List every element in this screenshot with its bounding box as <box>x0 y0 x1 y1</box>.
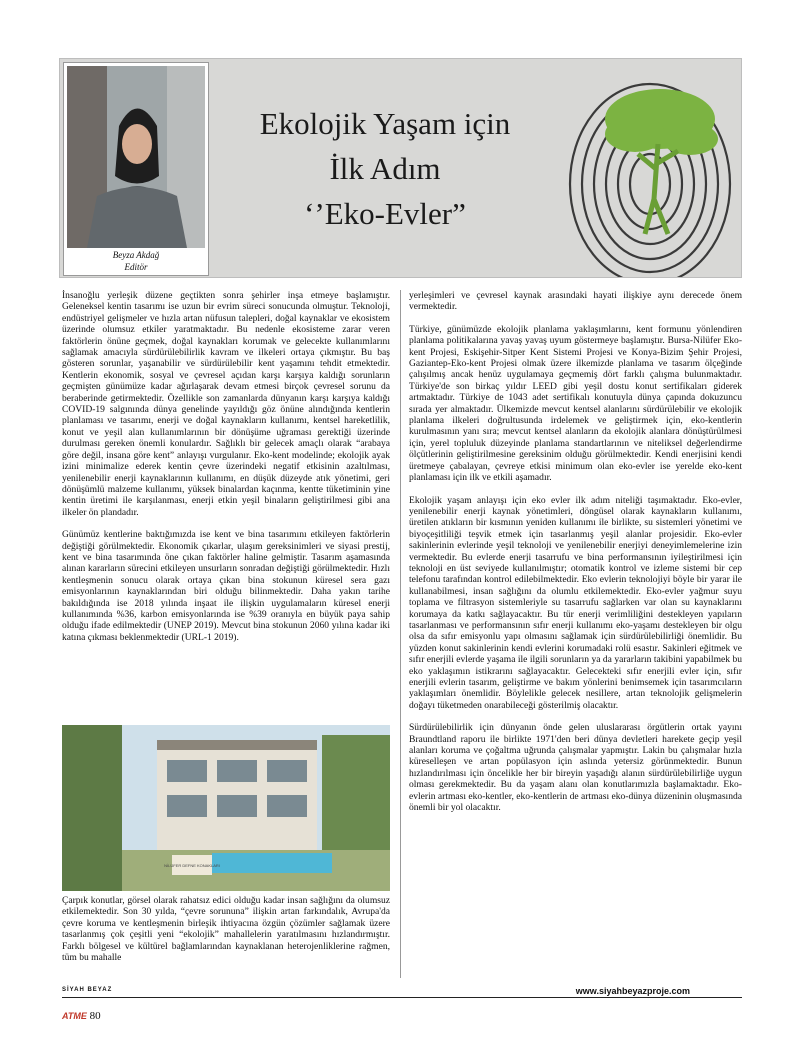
article-left-column <box>62 290 390 643</box>
fingerprint-tree-illustration <box>550 59 740 277</box>
article-right-column <box>409 290 742 813</box>
page-number-block <box>62 1010 101 1022</box>
author-photo-frame <box>63 62 209 276</box>
title-line-2: İlk Adım <box>329 151 441 186</box>
author-role: Editör <box>124 262 148 272</box>
eco-house-photo <box>62 725 390 891</box>
article-title <box>215 101 555 236</box>
author-photo <box>67 66 205 248</box>
paragraph: Sürdürülebilirlik için dünyanın önde gelen uluslararası örgütlerin ortak yayını Braundtland raporu ile birlikte 1971'den beri dünya devletleri harekete geçip yeşil alanları koruma ve çoğaltma uğrunda çalışmalar yapmıştır. Lakin bu çalışmalar hızla küreselleşen ve artan popülasyon için aslında yetersiz görünmektedir. Bunun hızlandırılması için öncelikle her bir bireyin yaşadığı alanın sürdürülebilirliğe uygun olması gerekmektedir. Bu da yaşam alanı olan konutlarımızla başlamaktadır. Eko-evlerin artması eko-kentler, eko-kentlerin de artması eko-dünya düzeninin oluşmasında önemli bir yol olacaktır. <box>409 722 742 814</box>
article-left-bottom-column <box>62 895 390 963</box>
magazine-logo: ATME <box>62 1011 87 1021</box>
title-line-1: Ekolojik Yaşam için <box>259 106 511 141</box>
footer-url[interactable]: www.siyahbeyazproje.com <box>575 986 690 996</box>
title-line-3: ‘’Eko-Evler” <box>304 196 466 231</box>
logo-text: SİYAH BEYAZ <box>62 987 113 993</box>
siyah-beyaz-logo <box>62 987 112 993</box>
paragraph: Günümüz kentlerine baktığımızda ise kent ve bina tasarımını etkileyen faktörlerin değiştiği görülmektedir. Ekonomik çıkarlar, ulaşım gereksinimleri ve siyasi prestij, kent ve bina tasarımında öne çıkan faktörler haline gelmiştir. Tasarım aşamasında alınan kararların sürecini etkileyen unsurların sonradan değiştiği görülmektedir. Hızlı kentleşmenin sonucu olarak ortaya çıkan bina stokunun küresel sera gazı emisyonlarının kaynaklarından biri olduğu bilinmektedir. Daha yakın tarihe bakıldığında ise 2018 yılında inşaat ile ilişkin uygulamaların küresel enerji kullanımında %36, karbon emisyonlarında ise %39 oranıyla en büyük paya sahip olduğu ifade edilmektedir (UNEP 2019). Mevcut bina stokunun 2060 yılına kadar iki katına çıkması beklenmektedir (URL-1 2019). <box>62 529 390 643</box>
author-name: Beyza Akdağ <box>112 250 160 260</box>
footer-divider <box>62 997 742 998</box>
paragraph: İnsanoğlu yerleşik düzene geçtikten sonra şehirler inşa etmeye başlamıştır. Geleneksel kentin tasarımı ise uzun bir evrim süreci sonucunda olmuştur. Teknoloji, endüstriyel gelişmeler ve hızla artan nüfusun talepleri, doğal kaynaklar ve ekosistem üzerinde olumsuz etkiler yaratmaktadır. Bu nedenle ekosisteme zarar veren faktörlerin önüne geçmek, doğal kaynakları korumak ve gelecekte kullanımlarını sağlamak amacıyla sürdürülebilirlik kavram ve ilkeleri ortaya çıkmıştır. Bu baş gösteren sorunlar, yaşanabilir ve sürdürülebilir kent yaşamını tehdit etmektedir. Kentlerin ekonomik, sosyal ve çevresel açıdan karşı karşıya kaldığı sorunların geçmişten günümüze kadar ağırlaşarak devam etmesi birçok çevresel sorunu da beraberinde getirmektedir. Özellikle son zamanlarda dünyanın karşı karşıya kaldığı COVID-19 salgınında dünya genelinde yayıldığı göz önüne alındığında kentlerin planlaması ve tasarımı, enerji ve doğal kaynakların kullanımı, kentsel hareketlilik, konut ve yeşil alan kullanımlarının bir dönüşüme uğraması gerektiği üzerinde durulması gereken önemli konulardır. Sağlıklı bir gelecek amaçlı olarak “arabaya göre değil, insana göre kent” anlayışı vurgulanır. Eko-kent modelinde; ekolojik ayak izini minimalize ederek kentin çevre üzerindeki negatif etkisinin azaltılması, yenilenebilir enerji kaynaklarının kullanımı, en düşük düzeyde atık yönetimi, geri dönüşümlü malzeme kullanımı, yüksek binalardan kaçınma, kentte tüketiminin yine kentin üretimi ile karşılanması, enerji etkin yeşil binaların geliştirilmesi gibi ana ilkeler ön plandadır. <box>62 290 390 518</box>
house-sign: NİLÜFER DEFNE KONAKLARI <box>164 863 220 868</box>
article-header <box>59 58 742 278</box>
paragraph: Çarpık konutlar, görsel olarak rahatsız edici olduğu kadar insan sağlığını da olumsuz etkilemektedir. Son 30 yılda, “çevre sorununa” ilişkin artan farkındalık, Avrupa'da çevre koruma ve kentleşmenin birleşik ihtiyacına özgün çözümler sağlamak üzere tasarlanmış çok çeşitli yeni “ekolojik” mahallelerin yaratılmasını hızlandırmıştır. Farklı bölgesel ve kültürel bağlamlarından kaynaklanan heterojenliklerine rağmen, tüm bu mahalle <box>62 895 390 964</box>
paragraph: yerleşimleri ve çevresel kaynak arasındaki hayati ilişkiye aynı derecede önem vermektedir. <box>409 290 742 313</box>
paragraph: Ekolojik yaşam anlayışı için eko evler ilk adım niteliği taşımaktadır. Eko-evler, yenilenebilir enerji kaynak yönetimleri, döngüsel olarak kaynakların kullanımı, üretilen atıkların bir kısmının yeniden kullanımı ile birlikte, su sistemleri yönetimi ve biyoçeşitliliği teşvik etmek için tasarlanmış yeşil alanlar projesidir. Eko-evler sakinlerinin evlerinde yeşil teknoloji ve yenilenebilir enerjiyi deneyimlemelerine izin vermektedir. Bu evlerde enerji tasarrufu ve bina performansının iyileştirilmesi için teknoloji en üst seviyede kullanılmıştır; otomatik kontrol ve izleme sistemi bir cep telefonu tarafından kontrol edilebilmektedir. Eko evlerin teknolojiyi böyle bir yarar ile kullanabilmesi, insan sağlığını da olumlu etkilemektedir. Eko-evler yağmur suyu toplama ve filtrasyon sistemleriyle su tasarrufu sağlarken var olan su kaynaklarını korumaya da katkı sağlayacaktır. Bu tür enerji verimliliğini destekleyen yapıların tasarlanması ve performansının sıfır enerji kullanımı eko-yaşamı destekleyen bir olgu olsa da sıfır emisyonlu yapı olmasını sağlamak için sürdürülebilirliği önemlidir. Bu yüzden konut sakinlerinin kendi evlerini korumadaki rolü esastır. Sakinleri eğitmek ve sıfır enerjili evlerde yaşama ile ilgili sorunların ya da yararların takibini yapabilmek bu eko yaklaşımın istikrarını sağlayacaktır. Gelecekteki sıfır enerjili evler için, sıfır enerjili evlerin tasarım, geliştirme ve bakım yönlerini benimsemek için tasarımcıların yaklaşımları önemlidir. Böylelikle gelecek nesillere, artan teknolojik gelişmelerin doğayı tüketmeden onarabileceği gösterilmiş olacaktır. <box>409 494 742 711</box>
page-number: 80 <box>89 1010 101 1022</box>
column-divider <box>400 290 401 978</box>
paragraph: Türkiye, günümüzde ekolojik planlama yaklaşımlarını, kent formunu yönlendiren planlama politikalarına yavaş yavaş uyum göstermeye başlamıştır. Bursa-Nilüfer Eko-kent Projesi, Eskişehir-Sitper Kent Sistemi Projesi ve Konya-Bizim Şehir Projesi, Gaziantep-Eko-kent Projesi olmak üzere ilkemizde planlama ve tasarım ölçeğinde çalışılmış ancak henüz uygulamaya geçmemiş dört farklı çalışma bulunmaktadır. Türkiye'de son birkaç yıldır LEED gibi yeşil dostu konut sertifikaları giderek artmaktadır. Türkiye de 1043 adet sertifikalı konutuyla dünya çapında dokuzuncu sırada yer almaktadır. Ülkemizde mevcut kentsel alanlarını sürdürülebilir ve ekolojik planlama ilkeleri doğrultusunda irdelemek ve geliştirmek için, eko-kentlerin kurulmasının yanı sıra; mevcut kentsel alanların da ekolojik alanlara dönüştürülmesi için, yerel topluluk düzeyinde planlama standartlarının ve niteliksel değerlendirme ölçütlerinin geliştirilmesine gereksinim olduğu görülmektedir. Kendi enerjisini kendi üretmeye çabalayan, çevreye etkisi minimum olan eko-evler ise yerelde eko-kent planlaması için ilk ve etkili aşamadır. <box>409 323 742 484</box>
